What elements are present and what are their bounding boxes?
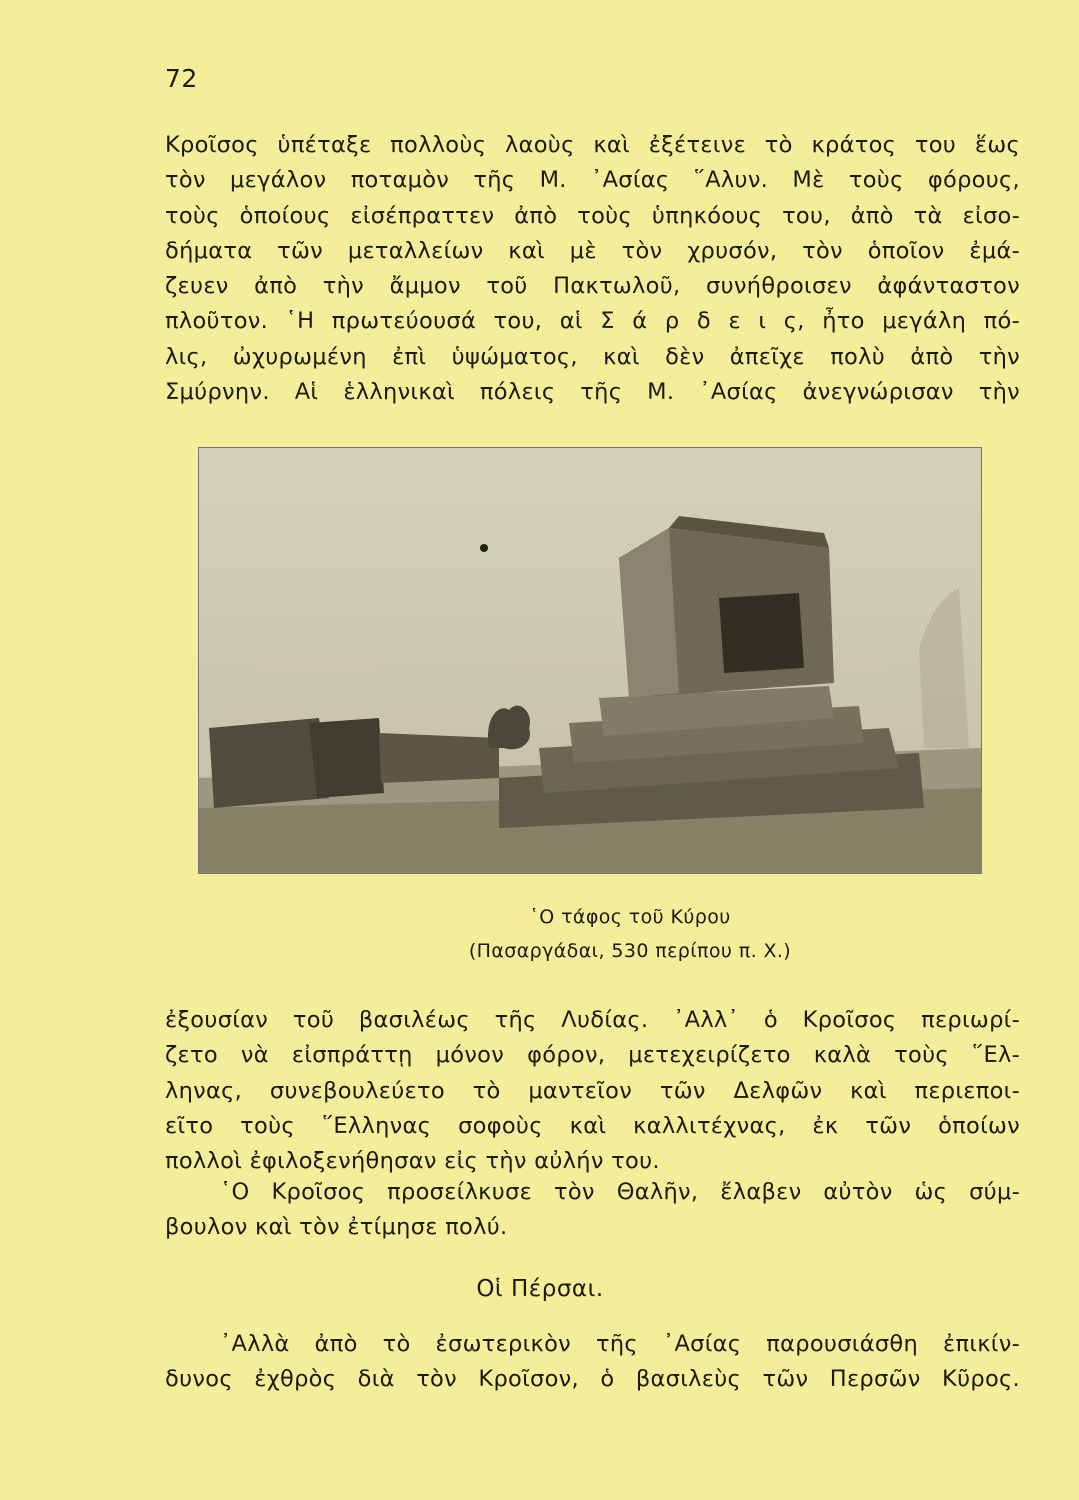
text-line: ᾿Αλλὰ ἀπὸ τὸ ἐσωτερικὸν τῆς ᾿Ασίας παρουσιάσθη ἐπικίν- — [220, 1331, 1020, 1357]
text-line: Σμύρνην. Αἱ ἑλληνικαὶ πόλεις τῆς Μ. ᾿Ασίας ἀνεγνώρισαν τὴν — [165, 379, 1020, 406]
figure-caption-title: ῾Ο τάφος τοῦ Κύρου — [529, 906, 731, 928]
text-line: λις, ὠχυρωμένη ἐπὶ ὑψώματος, καὶ δὲν ἀπεῖχε πολὺ ἀπὸ τὴν — [165, 343, 1020, 370]
page-number: 72 — [165, 64, 198, 93]
text-line: ῾Ο Κροῖσος προσείλκυσε τὸν Θαλῆν, ἔλαβεν αὐτὸν ὡς σύμ- — [220, 1179, 1020, 1205]
tomb-of-cyrus-photo — [198, 447, 982, 874]
text-line: ἐξουσίαν τοῦ βασιλέως τῆς Λυδίας. ᾿Αλλ᾿ ὁ Κροῖσος περιωρί- — [165, 1007, 1020, 1033]
text-line: πολλοὶ ἐφιλοξενήθησαν εἰς τὴν αὐλήν του. — [165, 1148, 660, 1175]
text-line: δυνος ἐχθρὸς διὰ τὸν Κροῖσον, ὁ βασιλεὺς τῶν Περσῶν Κῦρος. — [165, 1366, 1020, 1393]
paragraph-thales — [165, 1175, 1020, 1246]
text-line: τὸν μεγάλον ποταμὸν τῆς Μ. ᾿Ασίας ῞Αλυν. Μὲ τοὺς φόρους, — [165, 167, 1020, 194]
paragraph-persians — [165, 1327, 1020, 1398]
text-line: Κροῖσος ὑπέταξε πολλοὺς λαοὺς καὶ ἐξέτεινε τὸ κράτος του ἕως — [165, 132, 1020, 158]
section-heading: Οἱ Πέρσαι. — [476, 1276, 604, 1302]
text-line: βουλον καὶ τὸν ἐτίμησε πολύ. — [165, 1214, 508, 1241]
paragraph-lydian-rule — [165, 1003, 1020, 1179]
text-line: τοὺς ὁποίους εἰσέπραττεν ἀπὸ τοὺς ὑπηκόους του, ἀπὸ τὰ εἰσο- — [165, 202, 1020, 229]
text-line: εῖτο τοὺς ῞Ελληνας σοφοὺς καὶ καλλιτέχνας, ἐκ τῶν ὁποίων — [165, 1112, 1020, 1139]
text-line: ληνας, συνεβουλεύετο τὸ μαντεῖον τῶν Δελφῶν καὶ περιεποι- — [165, 1077, 1020, 1104]
text-line: ζευεν ἀπὸ τὴν ἄμμον τοῦ Πακτωλοῦ, συνήθροισεν ἀφάνταστον — [165, 273, 1020, 300]
text-line: δήματα τῶν μεταλλείων καὶ μὲ τὸν χρυσόν, τὸν ὁποῖον ἐμά- — [165, 237, 1020, 264]
figure-caption-subtitle: (Πασαργάδαι, 530 περίπου π. Χ.) — [468, 940, 792, 962]
text-line: πλοῦτον. ῾Η πρωτεύουσά του, αἱ Σ ά ρ δ ε ι ς, ἦτο μεγάλη πό- — [165, 308, 1020, 335]
paragraph-croesus-empire — [165, 128, 1020, 410]
text-line: ζετο νὰ εἰσπράττῃ μόνον φόρον, μετεχειρίζετο καλὰ τοὺς ῞Ελ- — [165, 1042, 1020, 1069]
